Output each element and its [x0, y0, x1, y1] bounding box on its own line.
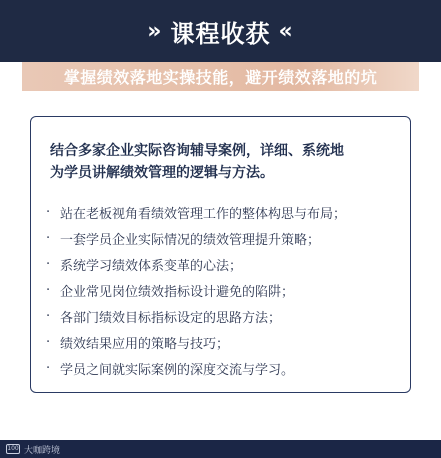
- list-item-text: 系统学习绩效体系变革的心法；: [60, 258, 243, 274]
- bullet-icon: ·: [46, 282, 51, 298]
- list-item-text: 各部门绩效目标指标设定的思路方法；: [60, 310, 282, 326]
- bullet-icon: ·: [46, 204, 51, 220]
- left-chevron-icon: »: [147, 18, 163, 44]
- list-item-text: 学员之间就实际案例的深度交流与学习。: [60, 362, 295, 378]
- intro-text: [50, 140, 395, 184]
- list-item: [46, 277, 396, 303]
- brand-name: 大咖跨境: [24, 445, 61, 456]
- intro-line: 为学员讲解绩效管理的逻辑与方法。: [50, 165, 274, 181]
- right-chevron-icon: «: [278, 18, 294, 44]
- bullet-icon: ·: [46, 334, 51, 350]
- list-item-text: 企业常见岗位绩效指标设计避免的陷阱；: [60, 284, 295, 300]
- list-item-text: 绩效结果应用的策略与技巧；: [60, 336, 230, 352]
- bullet-icon: ·: [46, 256, 51, 272]
- intro-line: 结合多家企业实际咨询辅导案例，详细、系统地: [50, 143, 344, 159]
- list-item-text: 站在老板视角看绩效管理工作的整体构思与布局；: [60, 206, 347, 222]
- list-item-text: 一套学员企业实际情况的绩效管理提升策略；: [60, 232, 321, 248]
- list-item: [46, 251, 396, 277]
- bullet-icon: ·: [46, 308, 51, 324]
- section-header: [0, 0, 441, 62]
- page-title: 课程收获: [170, 19, 271, 48]
- benefit-list: [46, 199, 396, 381]
- list-item: [46, 199, 396, 225]
- list-item: [46, 329, 396, 355]
- bullet-icon: ·: [46, 230, 51, 246]
- list-item: [46, 225, 396, 251]
- list-item: [46, 355, 396, 381]
- subtitle-banner: 掌握绩效落地实操技能，避开绩效落地的坑: [22, 62, 419, 91]
- list-item: [46, 303, 396, 329]
- logo-icon: 100: [7, 445, 19, 452]
- content-card: [30, 116, 411, 393]
- bullet-icon: ·: [46, 360, 51, 376]
- footer-bar: [0, 440, 441, 458]
